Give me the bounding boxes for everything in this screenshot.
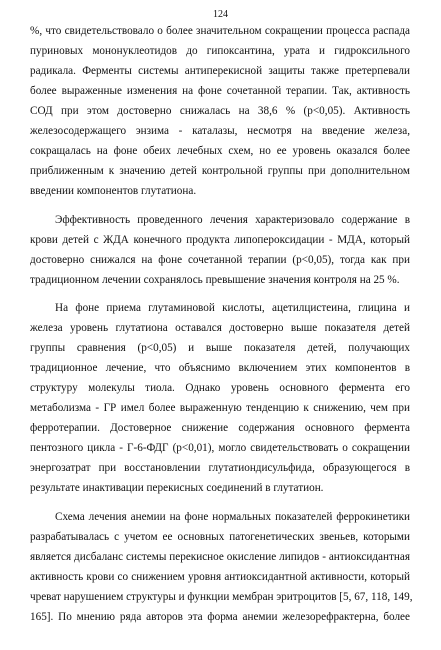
text-line: энергозатрат при восстановлении глутатиондисульфида, образующегося в: [30, 462, 410, 474]
paragraph-first-line: Эффективность проведенного лечения характеризовало содержание в: [55, 214, 410, 226]
text-line: крови детей с ЖДА конечного продукта липопероксидации - МДА, который: [30, 234, 410, 246]
text-line: железосодержащего энзима - каталазы, несмотря на введение железа,: [30, 125, 410, 137]
text-line: является дисбаланс системы перекисное окисление липидов - антиоксидантная: [30, 551, 410, 563]
paragraph-first-line: На фоне приема глутаминовой кислоты, ацетилцистеина, глицина и: [55, 302, 410, 314]
text-line: традиционном лечении сохранялось превышение значения контроля на 25 %.: [30, 274, 400, 286]
text-line: результате инактивации перекисных соединений в глутатион.: [30, 482, 324, 494]
text-line: введении компонентов глутатиона.: [30, 185, 197, 197]
text-line: структуру молекулы тиола. Однако уровень основного фермента его: [30, 382, 410, 394]
paragraph-first-line: Схема лечения анемии на фоне нормальных показателей феррокинетики: [55, 511, 410, 523]
text-line: железа уровень глутатиона оставался достоверно выше показателя детей: [30, 322, 410, 334]
text-line: %, что свидетельствовало о более значительном сокращении процесса распада: [30, 25, 410, 37]
text-line: традиционное лечение, что объяснимо включением этих компонентов в: [30, 362, 410, 374]
text-line: сокращалась на фоне обеих лечебных схем, но ее уровень оказался более: [30, 145, 410, 157]
text-line: СОД при этом достоверно снижалась на 38,6 % (p<0,05). Активность: [30, 105, 410, 117]
text-line: ферротерапии. Достоверное снижение содержания основного фермента: [30, 422, 410, 434]
text-line: группы сравнения (p<0,05) и выше показателя детей, получающих: [30, 342, 410, 354]
text-line: чреват нарушением структуры и функции мембран эритроцитов [5, 67, 118, 149,: [30, 591, 413, 603]
text-line: радикала. Ферменты системы антиперекисной защиты также претерпевали: [30, 65, 410, 77]
text-line: более выраженные изменения на фоне сочетанной терапии. Так, активность: [30, 85, 410, 97]
text-line: пентозного цикла - Г-6-ФДГ (p<0,01), могло свидетельствовать о сокращении: [30, 442, 410, 454]
text-line: активность крови со снижением уровня антиоксидантной активности, который: [30, 571, 410, 583]
text-line: 165]. По мнению ряда авторов эта форма анемии железорефрактерна, более: [30, 611, 410, 623]
text-line: метаболизма - ГР имел более выраженную тенденцию к снижению, чем при: [30, 402, 410, 414]
text-line: пуриновых мононуклеотидов до гипоксантина, урата и гидроксильного: [30, 45, 410, 57]
text-line: приближенным к значению детей контрольной группы при дополнительном: [30, 165, 410, 177]
text-line: разрабатывалась с учетом ее основных патогенетических звеньев, которыми: [30, 531, 410, 543]
text-line: достоверно снижался на фоне сочетанной терапии (p<0,05), тогда как при: [30, 254, 410, 266]
page-number: 124: [213, 9, 228, 20]
